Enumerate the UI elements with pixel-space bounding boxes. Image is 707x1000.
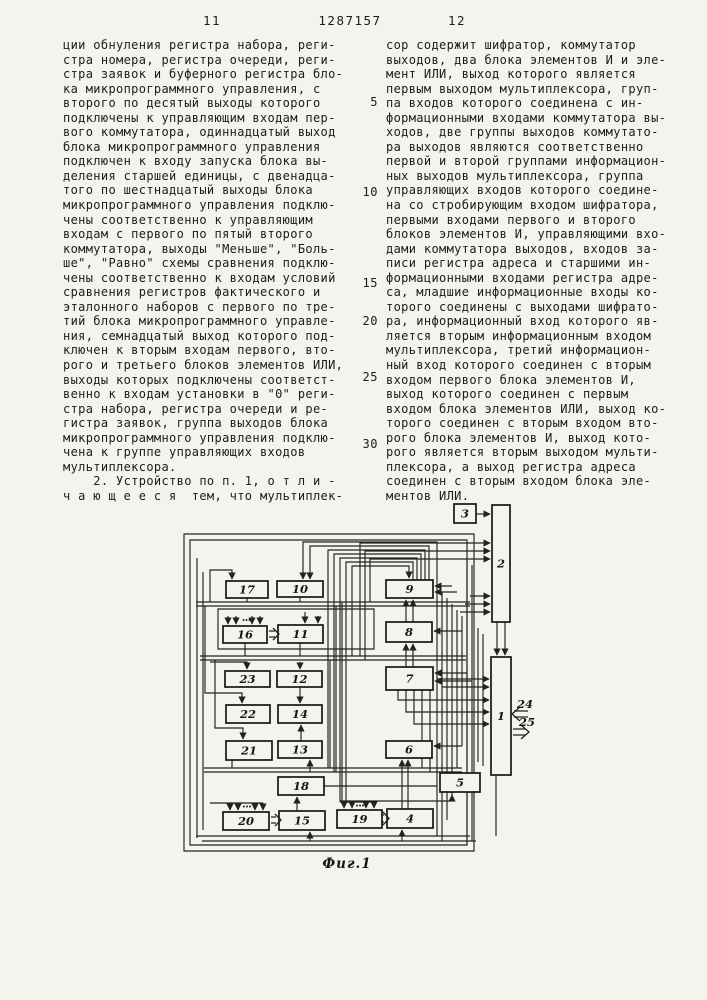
margin-line-number: 20 (362, 314, 378, 328)
block-label-13: 13 (291, 742, 309, 757)
block-label-23: 23 (239, 672, 256, 686)
claims-text-right-column: сор содержит шифратор, коммутатор выходов, два блока элементов И и эле- мент ИЛИ, выход которого является первым выходом мультиплексора, груп- па входов которого соединена с ин- формационными входами коммутатора вы- ходов, две группы выходов коммутато- ра выходов являются соответственно первой и второй группами информацион- ных выходов мультиплексора, группа управляющих входов которого соедине- на со стробирующим входом шифратора, первыми входами первого и второго блоков элементов И, управляющими вхо- дами коммутатора выходов, входов за- писи регистра адреса и старшими ин- формационными входами регистра адре- са, младшие информационные входы ко- торого соединены с выходами шифрато- ра, информационный вход которого яв- ляется вторым информационным входом мультиплексора, третий информацион- ный вход которого соединен с вторым входом первого блока элементов И, выход которого соединен с первым входом блока элементов ИЛИ, выход ко- торого соединен с вторым входом вто- рого блока элементов И, выход кото- рого является вторым выходом мульти- плексора, а выход регистра адреса соединен с вторым входом блока эле- ментов ИЛИ. (386, 38, 667, 503)
patent-number: 1287157 (318, 13, 382, 28)
block-label-17: 17 (238, 582, 256, 597)
block-label-12: 12 (291, 672, 308, 686)
block-label-4: 4 (405, 811, 415, 826)
margin-line-number: 10 (362, 185, 378, 199)
claims-text-left-column: ции обнуления регистра набора, реги- стра номера, регистра очереди, реги- стра заявок и буферного регистра бло- ка микропрограммного управления, с второго по десятый выходы которого подключены к управляющим входам пер- вого коммутатора, одиннадцатый выход блока микропрограммного управления подключен к входу запуска блока вы- деления старшей единицы, с двенадца- того по шестнадцатый выходы блока микропрограммного управления подклю- чены соответственно к управляющим входам с первого по пятый второго коммутатора, выходы "Меньше", "Боль- ше", "Равно" схемы сравнения подклю- чены соответственно к входам условий сравнения регистров фактического и эталонного наборов с первого по тре- тий блока микропрограммного управле- ния, семнадцатый выход которого под- ключен к вторым входам первого, вто- рого и третьего блоков элементов ИЛИ, выходы которых подключены соответст- венно к входам установки в "0" реги- стра набора, регистра очереди и ре- гистра заявок, группа выходов блока микропрограммного управления подклю- чена к группе управляющих входов мультиплексора. 2. Устройство по п. 1, о т л и - ч а ю щ е е с я тем, что мультиплек- (63, 38, 344, 503)
block-label-19: 19 (351, 812, 368, 826)
margin-line-number: 30 (362, 437, 378, 451)
block-label-1: 1 (496, 709, 506, 723)
margin-line-number: 25 (362, 370, 378, 384)
block-label-9: 9 (405, 582, 414, 596)
block-label-3: 3 (460, 506, 470, 521)
margin-line-number: 15 (362, 276, 378, 290)
external-pin-label-25: 25 (519, 715, 536, 729)
block-label-11: 11 (292, 627, 309, 641)
block-label-7: 7 (405, 671, 414, 686)
block-label-10: 10 (291, 582, 309, 596)
block-label-18: 18 (292, 779, 310, 793)
block-label-5: 5 (455, 775, 465, 790)
external-pin-label-24: 24 (517, 697, 534, 711)
block-label-14: 14 (291, 707, 309, 721)
figure-blocks (223, 504, 511, 830)
margin-line-number: 5 (370, 95, 378, 109)
right-column-page-number: 12 (448, 13, 467, 28)
block-label-21: 21 (240, 743, 258, 758)
block-label-15: 15 (293, 813, 311, 828)
figure-caption: Фиг.1 (322, 856, 372, 872)
block-label-16: 16 (236, 627, 254, 642)
block-label-8: 8 (404, 625, 414, 639)
left-column-page-number: 11 (203, 13, 222, 28)
block-label-2: 2 (496, 556, 506, 571)
block-label-6: 6 (404, 742, 414, 757)
block-label-22: 22 (239, 707, 257, 721)
block-label-20: 20 (237, 814, 255, 828)
open-arrows (269, 628, 529, 826)
